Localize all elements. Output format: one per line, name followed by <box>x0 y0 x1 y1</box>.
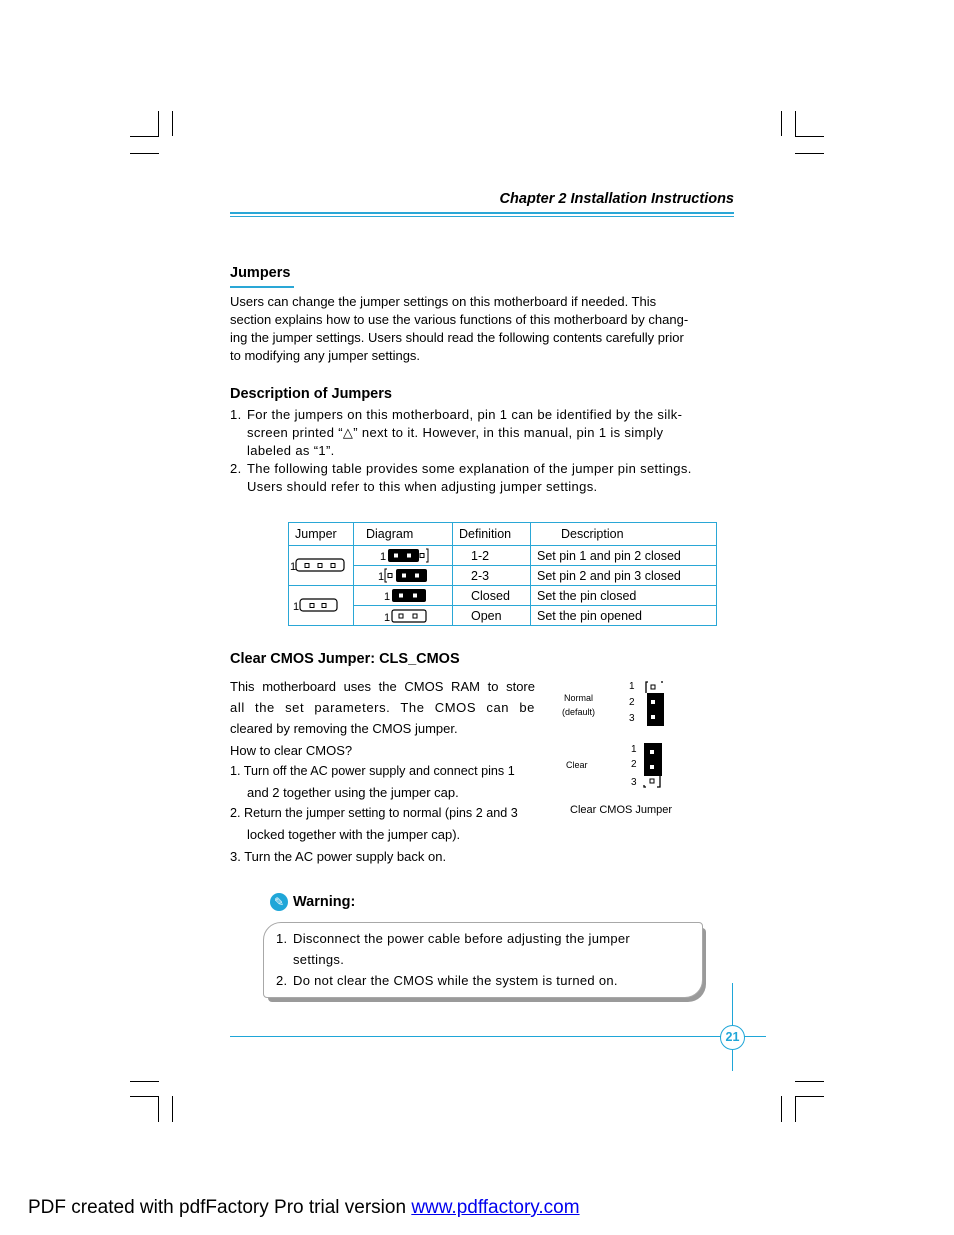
pdf-notice-text: PDF created with pdfFactory Pro trial version <box>28 1197 412 1218</box>
jumpers-heading-underline <box>230 286 294 288</box>
jumper-3pin-icon <box>290 556 350 576</box>
intro-line: ing the jumper settings. Users should read the following contents carefully prior <box>230 330 684 345</box>
list-number: 2. <box>230 461 242 476</box>
header-jumper: Jumper <box>289 523 354 546</box>
jumper-1-2-icon <box>378 546 438 565</box>
pin-number: 1 <box>629 681 635 692</box>
description-cell: Set pin 1 and pin 2 closed <box>531 546 717 566</box>
cmos-line: all the set parameters. The CMOS can be <box>230 700 535 716</box>
footer-rule <box>230 1036 766 1037</box>
definition-cell: Closed <box>453 586 531 606</box>
pin-one-label: 1 <box>384 591 391 603</box>
list-line: labeled as “1”. <box>247 443 335 458</box>
cmos-step: 2. Return the jumper setting to normal (pins 2 and 3 <box>230 806 518 821</box>
description-item-1 <box>230 406 734 460</box>
warning-label: Warning: <box>293 894 356 910</box>
pin-one-label: 1 <box>384 612 391 624</box>
definition-cell: Open <box>453 606 531 626</box>
jumper-open-icon <box>384 606 434 625</box>
jumper-2pin-icon <box>293 596 353 616</box>
description-cell: Set the pin closed <box>531 586 717 606</box>
list-line: Users should refer to this when adjusting jumper settings. <box>247 479 598 494</box>
jumper-closed-icon <box>384 586 434 605</box>
pin-number: 3 <box>631 777 637 788</box>
diagram-closed <box>354 586 453 606</box>
page-number: 21 <box>720 1025 745 1050</box>
pin-number: 2 <box>629 697 635 708</box>
warning-line: Disconnect the power cable before adjusting the jumper <box>293 931 631 946</box>
table-row <box>289 546 717 566</box>
cmos-line: cleared by removing the CMOS jumper. <box>230 721 458 737</box>
header-description: Description <box>531 523 717 546</box>
svg-text:1: 1 <box>290 560 297 573</box>
normal-jumper-icon <box>642 679 668 729</box>
header-definition: Definition <box>453 523 531 546</box>
pdffactory-link[interactable]: www.pdffactory.com <box>411 1197 580 1218</box>
list-number: 2. <box>276 973 288 988</box>
warning-item-2 <box>276 970 691 991</box>
description-cell: Set the pin opened <box>531 606 717 626</box>
pin-number: 1 <box>631 744 637 755</box>
clear-jumper-icon <box>640 741 666 791</box>
list-number: 1. <box>230 407 242 422</box>
table-header-row <box>289 523 717 546</box>
header-rule <box>230 212 734 214</box>
pdf-creator-notice <box>28 1197 580 1219</box>
cmos-heading: Clear CMOS Jumper: CLS_CMOS <box>230 651 460 667</box>
list-number: 1. <box>276 931 288 946</box>
normal-label: Normal <box>564 693 594 703</box>
diagram-1-2 <box>354 546 453 566</box>
jumper-table <box>288 522 717 626</box>
intro-line: section explains how to use the various functions of this motherboard by chang- <box>230 312 689 327</box>
cmos-line: How to clear CMOS? <box>230 742 353 758</box>
svg-text:1: 1 <box>293 600 300 613</box>
definition-cell: 2-3 <box>453 566 531 586</box>
default-label: (default) <box>562 707 596 717</box>
header-diagram: Diagram <box>354 523 453 546</box>
table-row <box>289 586 717 606</box>
table-row <box>289 606 717 626</box>
description-heading: Description of Jumpers <box>230 386 392 402</box>
list-line: screen printed “△” next to it. However, in this manual, pin 1 is simply <box>247 425 664 440</box>
chapter-header: Chapter 2 Installation Instructions <box>499 191 734 207</box>
jumpers-heading: Jumpers <box>230 265 291 281</box>
pin-one-label: 1 <box>378 571 385 583</box>
clear-label: Clear <box>566 760 588 770</box>
jumper-2-3-icon <box>378 566 438 585</box>
diagram-2-3 <box>354 566 453 586</box>
warning-line: settings. <box>293 952 345 967</box>
cmos-step: 3. Turn the AC power supply back on. <box>230 848 447 864</box>
definition-cell: 1-2 <box>453 546 531 566</box>
pin-number: 3 <box>629 713 635 724</box>
cmos-step: 1. Turn off the AC power supply and connect pins 1 <box>230 763 515 778</box>
pin-one-label: 1 <box>380 551 387 563</box>
list-line: The following table provides some explanation of the jumper pin settings. <box>247 461 692 476</box>
description-cell: Set pin 2 and pin 3 closed <box>531 566 717 586</box>
cmos-line: This motherboard uses the CMOS RAM to store <box>230 679 535 694</box>
cmos-step-cont: and 2 together using the jumper cap. <box>247 785 459 801</box>
header-rule-thin <box>230 216 734 217</box>
description-item-2 <box>230 460 734 496</box>
list-line: For the jumpers on this motherboard, pin 1 can be identified by the silk- <box>247 407 683 422</box>
jumpers-intro <box>230 293 734 365</box>
warning-item-1 <box>276 928 691 970</box>
warning-line: Do not clear the CMOS while the system is turned on. <box>293 973 618 988</box>
diagram-open <box>354 606 453 626</box>
intro-line: to modifying any jumper settings. <box>230 348 421 363</box>
warning-pencil-icon: ✎ <box>270 893 288 911</box>
jumper-2pin-cell <box>289 586 354 626</box>
cmos-body <box>230 676 535 867</box>
diagram-caption: Clear CMOS Jumper <box>570 804 673 816</box>
pin-number: 2 <box>631 759 637 770</box>
jumper-3pin-cell <box>289 546 354 586</box>
intro-line: Users can change the jumper settings on this motherboard if needed. This <box>230 294 657 309</box>
cmos-step-cont: locked together with the jumper cap). <box>247 827 461 843</box>
